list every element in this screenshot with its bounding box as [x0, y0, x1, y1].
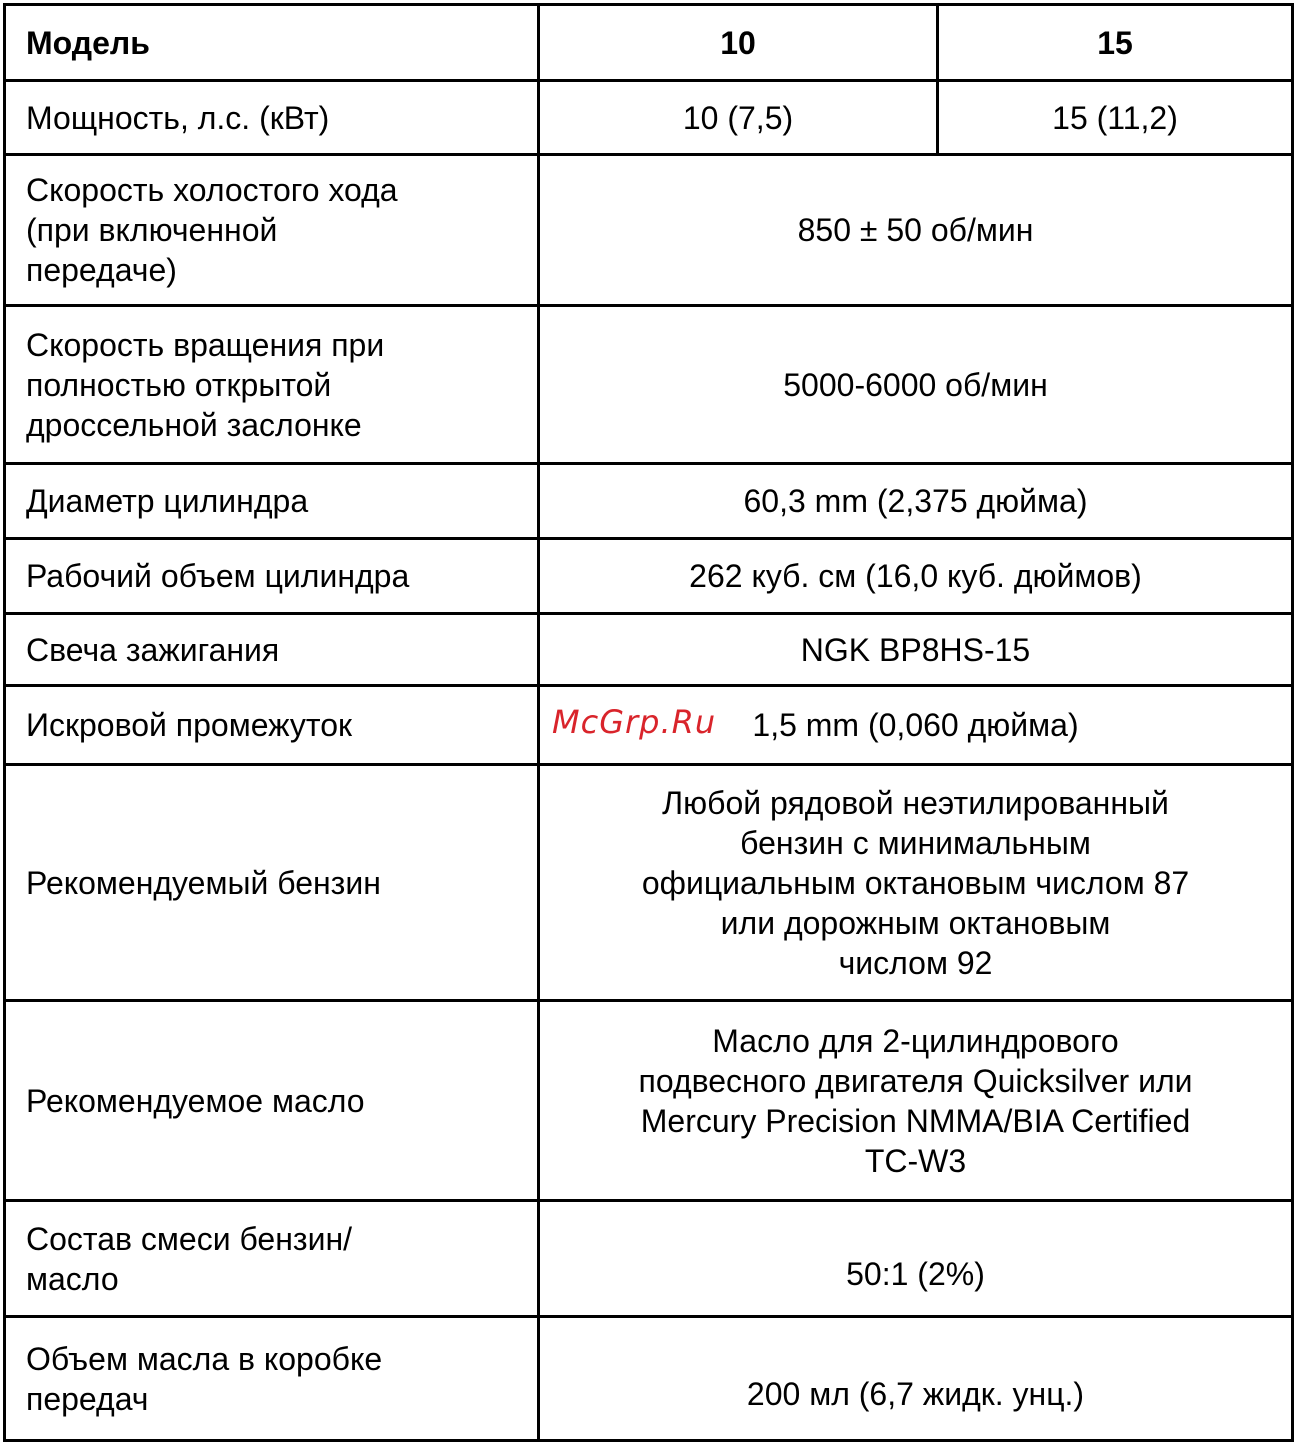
wot-speed-label: Скорость вращения при полностью открытой дроссельной заслонке: [26, 326, 385, 443]
displacement-label: Рабочий объем цилиндра: [5, 539, 539, 614]
power-value-15: 15 (11,2): [938, 81, 1293, 155]
watermark: McGrp.Ru: [552, 703, 717, 741]
table-row: [5, 306, 1293, 464]
idle-speed-value: 850 ± 50 об/мин: [539, 155, 1293, 306]
idle-speed-label: Скорость холостого хода (при включенной передаче): [26, 172, 398, 288]
wot-speed-value: 5000-6000 об/мин: [539, 306, 1293, 464]
table-row-header: [5, 5, 1293, 81]
fuel-value: Любой рядовой неэтилированный бензин с минимальным официальным октановым числом 87 или дорожным октановым числом 92: [641, 784, 1190, 981]
bore-value: 60,3 mm (2,375 дюйма): [539, 464, 1293, 539]
table-row-power: [5, 81, 1293, 155]
bore-label: Диаметр цилиндра: [5, 464, 539, 539]
oil-value: Масло для 2-цилиндрового подвесного двигателя Quicksilver или Mercury Precision NMMA/BIA Certified TC-W3: [638, 1022, 1193, 1179]
power-label: Мощность, л.с. (кВт): [5, 81, 539, 155]
spark-gap-value: 1,5 mm (0,060 дюйма): [539, 686, 1293, 765]
table-row: [5, 765, 1293, 1001]
header-model-label: Модель: [5, 5, 539, 81]
displacement-value: 262 куб. см (16,0 куб. дюймов): [539, 539, 1293, 614]
table-row: [5, 1317, 1293, 1441]
spark-gap-label: Искровой промежуток: [5, 686, 539, 765]
fuel-label: Рекомендуемый бензин: [5, 765, 539, 1001]
table-row: [5, 1201, 1293, 1317]
table-row: [5, 1001, 1293, 1201]
gearcase-oil-value: 200 мл (6,7 жидк. унц.): [539, 1317, 1293, 1441]
spark-plug-value: NGK BP8HS-15: [539, 614, 1293, 686]
power-value-10: 10 (7,5): [539, 81, 938, 155]
oil-label: Рекомендуемое масло: [5, 1001, 539, 1201]
mix-ratio-value: 50:1 (2%): [539, 1201, 1293, 1317]
gearcase-oil-label: Объем масла в коробке передач: [26, 1340, 383, 1417]
header-model-15: 15: [938, 5, 1293, 81]
table-row: [5, 155, 1293, 306]
table-row: [5, 464, 1293, 539]
spark-plug-label: Свеча зажигания: [5, 614, 539, 686]
header-model-10: 10: [539, 5, 938, 81]
table-row: [5, 614, 1293, 686]
mix-ratio-label: Состав смеси бензин/ масло: [26, 1220, 352, 1297]
table-row: [5, 539, 1293, 614]
